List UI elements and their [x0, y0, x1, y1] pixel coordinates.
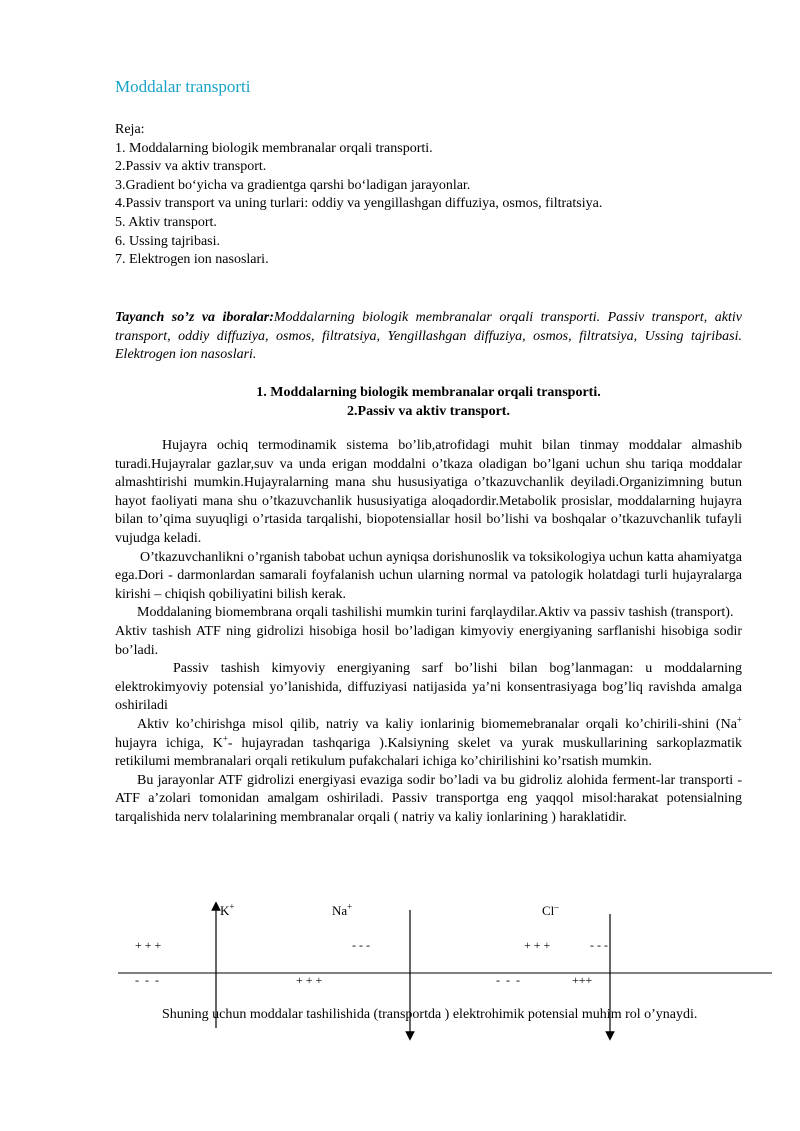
charge-top: - - - — [352, 938, 370, 952]
paragraph-part: Aktiv ko’chirishga misol qilib, natriy va kaliy ionlarinig biomemebranalar orqali ko’chirili-shini (Na — [137, 716, 737, 732]
charge-bottom: - - - — [496, 973, 520, 987]
charge-top: - - - — [590, 938, 608, 952]
plan-item: 2.Passiv va aktiv transport. — [115, 159, 267, 175]
keywords-text: Moddalarning biologik membranalar orqali transporti. Passiv transport, aktiv transport, oddiy diffuziya, osmos, filtratsiya, Yengillashgan diffuziya, osmos, filtratsiya, Ussing tajribasi. Elektrogen ion nasoslari. — [115, 310, 742, 363]
superscript: + — [736, 714, 742, 725]
charge-bottom: + + + — [296, 973, 323, 987]
charge-top: + + + — [524, 938, 551, 952]
paragraph: Shuning uchun moddalar tashilishida (transportda ) elektrohimik potensial muhim rol o’ynaydi. — [162, 1007, 698, 1022]
paragraph-part: hujayra ichiga, K — [115, 735, 223, 751]
paragraph: Hujayra ochiq termodinamik sistema bo’lib,atrofidagi muhit bilan tinmay moddalar almashib turadi.Hujayralar gazlar,suv va unda erigan moddalni o’tkaza oladigan bo’lgani uchun shu tariqa moddalar almashtirishi mumkin.Hujayralarning mana shu hususiyatiga o’tkazuvchanlik deyiladi.Organizimning butun hayot faoliyati mana shu o’tkazuvchanlik hususiyatiga aloqadordir.Metabolik prosislar, moddalarning hujayra bilan to’qima suyuqligi o’rtasida tarqalishi, biopotensiallar hosil bo’lishi va boshqalar o’tkazuvchanlik tufayli vujudga keladi. — [115, 438, 742, 546]
plan-item: 3.Gradient bo‘yicha va gradientga qarshi bo‘ladigan jarayonlar. — [115, 177, 471, 193]
paragraph-part: - hujayradan tashqariga ).Kalsiyning skelet va yurak muskullarining sarkoplazmatik retikilumi membranalari orqali retikulum pufakchalari ichiga ko’chirilishini ko’rsatish mumkin. — [115, 735, 742, 770]
ion-label-k: K+ — [220, 901, 235, 918]
keywords-section — [115, 309, 742, 365]
plan-item: 6. Ussing tajribasi. — [115, 233, 220, 249]
paragraph: Aktiv tashish ATF ning gidrolizi hisobiga hosil bo’ladigan kimyoviy energiyaning sarflanishi hisobiga sodir bo’ladi. — [115, 623, 742, 658]
section-heading-line2: 2.Passiv va aktiv transport. — [347, 403, 510, 419]
plan-label: Reja: — [115, 122, 145, 137]
membrane-potential-diagram — [0, 898, 800, 1048]
plan-item: 5. Aktiv transport. — [115, 214, 217, 230]
section-heading-line1: 1. Moddalarning biologik membranalar orqali transporti. — [256, 385, 601, 400]
paragraph: Passiv tashish kimyoviy energiyaning sarf bo’lishi bilan bog’lanmagan: u moddalarning elektrokimyoviy potensial yo’lanishida, diffuziyasi natijasida ya’ni konsentrasiyaga bog’liq ravishda amalga oshiriladi — [115, 661, 742, 714]
charge-bottom: - - - — [135, 973, 159, 987]
paragraph: O’tkazuvchanlikni o’rganish tabobat uchun ayniqsa dorishunoslik va toksikologiya uchun katta ahamiyatga ega.Dori - darmonlardan samarali foyfalanish uchun ularning normal va patologik holatdagi turli hujayralarga kirishi – chiqish qobiliyatini bilish kerak. — [115, 549, 742, 602]
paragraph: Moddalaning biomembrana orqali tashilishi mumkin turini farqlaydilar.Aktiv va passiv tashish (transport). — [137, 605, 734, 621]
plan-item: 1. Moddalarning biologik membranalar orqali transporti. — [115, 140, 433, 156]
ion-label-cl: Cl– — [542, 901, 559, 918]
final-paragraph — [115, 1006, 742, 1025]
charge-top: + + + — [135, 938, 162, 952]
plan-item: 4.Passiv transport va uning turlari: oddiy va yengillashgan diffuziya, osmos, filtratsiya. — [115, 196, 603, 212]
keywords-label: Tayanch so’z va iboralar: — [115, 310, 274, 325]
plan-section — [115, 121, 602, 270]
ion-label-na: Na+ — [332, 901, 353, 918]
charge-bottom: +++ — [572, 973, 593, 987]
diagram-lines — [0, 898, 800, 1048]
paragraph — [115, 716, 742, 772]
superscript: + — [222, 732, 228, 743]
section-heading — [115, 384, 742, 421]
body-text — [115, 437, 742, 827]
document-title: Moddalar transporti — [115, 77, 251, 96]
plan-item: 7. Elektrogen ion nasoslari. — [115, 252, 269, 268]
paragraph: Bu jarayonlar ATF gidrolizi energiyasi evaziga sodir bo’ladi va bu gidroliz alohida ferment-lar transporti - ATF a’zolari tomonidan amalgam oshiriladi. Passiv transportga eng yaqqol misol:harakat potensialning tarqalishida nerv tolalarining membranalar orqali ( natriy va kaliy ionlarining ) haraklatidir. — [115, 772, 742, 825]
